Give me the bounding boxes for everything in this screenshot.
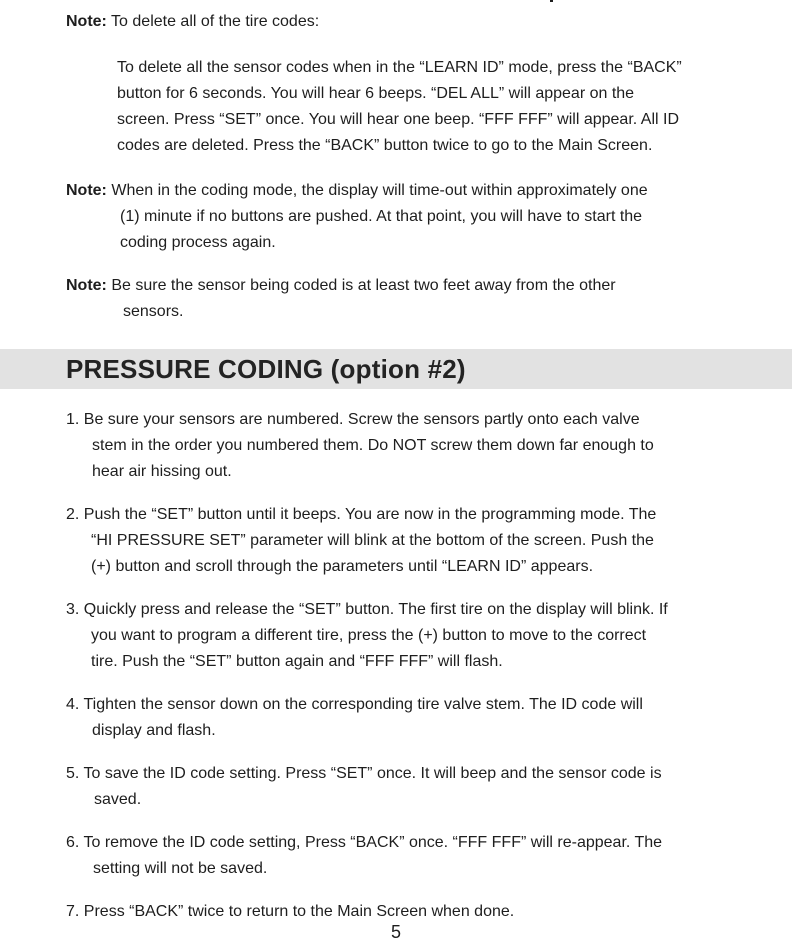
text-line: 7. Press “BACK” twice to return to the Main Screen when done. — [66, 903, 515, 920]
text-line: (1) minute if no buttons are pushed. At that point, you will have to start the — [120, 208, 643, 225]
text-line: Be sure the sensor being coded is at least two feet away from the other — [106, 277, 616, 294]
text-line: display and flash. — [92, 722, 216, 739]
note-timeout — [66, 178, 648, 256]
note-distance — [66, 273, 616, 325]
text-line: screen. Press “SET” once. You will hear one beep. “FFF FFF” will appear. All ID — [117, 111, 679, 128]
note-label: Note: — [66, 182, 107, 199]
page-number: 5 — [390, 922, 401, 942]
step-4 — [66, 692, 643, 744]
note-text: To delete all of the tire codes: — [106, 13, 320, 30]
step-3 — [66, 597, 668, 675]
step-5 — [66, 761, 662, 813]
note-label: Note: — [66, 13, 107, 30]
text-line: To delete all the sensor codes when in the “LEARN ID” mode, press the “BACK” — [117, 59, 682, 76]
text-line: (+) button and scroll through the parameters until “LEARN ID” appears. — [91, 558, 594, 575]
text-line: 5. To save the ID code setting. Press “SET” once. It will beep and the sensor code is — [66, 765, 662, 782]
text-line: hear air hissing out. — [92, 463, 232, 480]
text-line: 2. Push the “SET” button until it beeps. You are now in the programming mode. The — [66, 506, 657, 523]
text-line: 6. To remove the ID code setting, Press “BACK” once. “FFF FFF” will re-appear. The — [66, 834, 663, 851]
delete-instructions — [117, 55, 682, 159]
text-line: 4. Tighten the sensor down on the corresponding tire valve stem. The ID code will — [66, 696, 643, 713]
text-line: setting will not be saved. — [93, 860, 268, 877]
text-line: 1. Be sure your sensors are numbered. Screw the sensors partly onto each valve — [66, 411, 640, 428]
cropped-text-fragment — [550, 0, 553, 2]
text-line: you want to program a different tire, press the (+) button to move to the correct — [91, 627, 647, 644]
text-line: 3. Quickly press and release the “SET” button. The first tire on the display will blink. If — [66, 601, 668, 618]
text-line: tire. Push the “SET” button again and “FFF FFF” will flash. — [91, 653, 503, 670]
text-line: “HI PRESSURE SET” parameter will blink at the bottom of the screen. Push the — [91, 532, 654, 549]
text-line: coding process again. — [120, 234, 276, 251]
text-line: sensors. — [123, 303, 184, 320]
section-title: PRESSURE CODING (option #2) — [66, 354, 466, 384]
text-line: saved. — [94, 791, 142, 808]
step-6 — [66, 830, 662, 882]
text-line: button for 6 seconds. You will hear 6 beeps. “DEL ALL” will appear on the — [117, 85, 635, 102]
note-label: Note: — [66, 277, 107, 294]
note-delete-intro — [66, 9, 319, 35]
step-1 — [66, 407, 654, 485]
text-line: codes are deleted. Press the “BACK” button twice to go to the Main Screen. — [117, 137, 653, 154]
text-line: When in the coding mode, the display will time-out within approximately one — [106, 182, 648, 199]
text-line: stem in the order you numbered them. Do NOT screw them down far enough to — [92, 437, 654, 454]
step-2 — [66, 502, 656, 580]
